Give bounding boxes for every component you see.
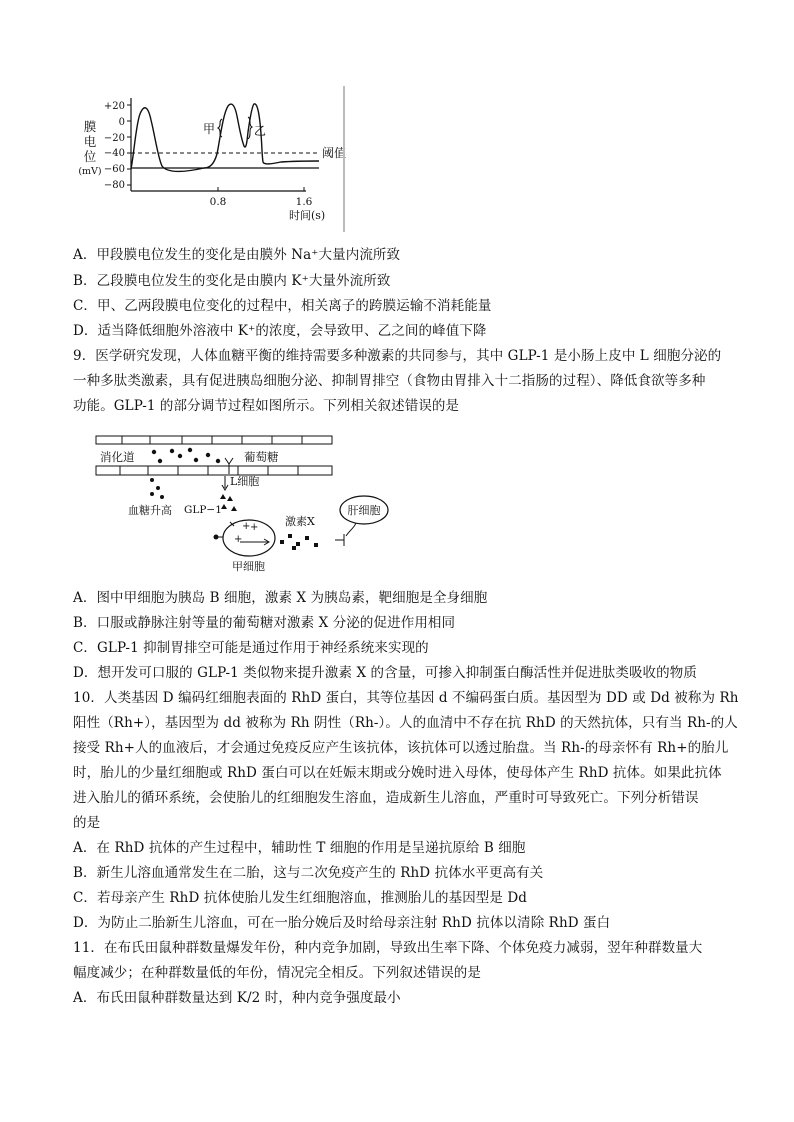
label-glp1: GLP−1 [184, 504, 222, 516]
membrane-potential-graph [76, 84, 356, 234]
y-axis-label-char: 膜 [83, 119, 97, 134]
label-hormone-x: 激素X [285, 515, 315, 528]
q10-option: A．在 RhD 抗体的产生过程中，辅助性 T 细胞的作用是呈递抗原给 B 细胞 [73, 840, 526, 856]
q9-option: B．口服或静脉注射等量的葡萄糖对激素 X 分泌的促进作用相同 [73, 615, 456, 631]
q9-option: A．图中甲细胞为胰岛 B 细胞，激素 X 为胰岛素，靶细胞是全身细胞 [73, 590, 488, 606]
q9-stem-line: 一种多肽类激素，具有促进胰岛细胞分泌、抑制胃排空（食物由胃排入十二指肠的过程）、降低食欲等多种 [73, 373, 706, 389]
glp1-molecules [220, 494, 237, 511]
hormone-x-molecules [280, 534, 318, 550]
q10-stem-line: 进入胎儿的循环系统，会使胎儿的红细胞发生溶血，造成新生儿溶血，严重时可导致死亡。下列分析错误 [73, 790, 699, 806]
q10-option: D．为防止二胎新生儿溶血，可在一胎分娩后及时给母亲注射 RhD 抗体以清除 RhD 蛋白 [73, 915, 611, 931]
label-jia: 甲 [203, 122, 216, 136]
glucose-molecules [152, 448, 220, 463]
svg-text:+: + [242, 521, 251, 532]
label-liver-cell: 肝细胞 [347, 504, 381, 517]
svg-text:+: + [250, 522, 259, 533]
label-blood-glucose-up: 血糖升高 [128, 504, 172, 517]
q9-stem-line: 功能。GLP-1 的部分调节过程如图所示。下列相关叙述错误的是 [73, 398, 460, 414]
q10-stem-line: 的是 [73, 815, 101, 831]
y-tick-label: −40 [103, 148, 125, 159]
label-glucose: 葡萄糖 [244, 450, 279, 464]
y-axis-label-char: 位 [83, 149, 97, 164]
q8-option-d: D．适当降低细胞外溶液中 K⁺的浓度，会导致甲、乙之间的峰值下降 [73, 323, 487, 339]
y-tick-label: −20 [103, 133, 125, 144]
q9-option: C．GLP-1 抑制胃排空可能是通过作用于神经系统来实现的 [73, 640, 429, 656]
q8-option-c: C．甲、乙两段膜电位变化的过程中，相关离子的跨膜运输不消耗能量 [73, 298, 492, 314]
y-axis-label-unit: (mV) [78, 166, 102, 177]
q11-stem-line: 11．在布氏田鼠种群数量爆发年份，种内竞争加剧，导致出生率下降、个体免疫力减弱，翌年种群数量大 [73, 940, 703, 956]
q10-stem-line: 接受 Rh+人的血液后，才会通过免疫反应产生该抗体，该抗体可以透过胎盘。当 Rh-的母亲怀有 Rh+的胎儿 [73, 740, 729, 756]
x-tick-label: 0.8 [209, 196, 227, 208]
q10-stem-line: 阳性（Rh+），基因型为 dd 被称为 Rh 阴性（Rh-）。人的血清中不存在抗 RhD 的天然抗体，只有当 Rh-的人 [73, 715, 738, 731]
q10-stem-line: 10．人类基因 D 编码红细胞表面的 RhD 蛋白，其等位基因 d 不编码蛋白质。基因型为 DD 或 Dd 被称为 Rh [73, 690, 739, 706]
q8-option-b: B．乙段膜电位发生的变化是由膜内 K⁺大量外流所致 [73, 273, 391, 289]
x-axis-label: 时间(s) [289, 209, 326, 222]
glp1-regulation-diagram [92, 430, 392, 580]
q11-option: A．布氏田鼠种群数量达到 K/2 时，种内竞争强度最小 [73, 990, 401, 1006]
y-tick-label: −60 [103, 164, 125, 175]
label-yi: 乙 [254, 124, 267, 138]
label-l-cell: L细胞 [230, 475, 260, 488]
y-tick-label: +20 [103, 101, 125, 112]
y-axis-label-char: 电 [83, 134, 97, 149]
q9-option: D．想开发可口服的 GLP-1 类似物来提升激素 X 的含量，可掺入抑制蛋白酶活性并促进肽类吸收的物质 [73, 665, 697, 681]
x-tick-label: 1.6 [295, 196, 313, 208]
q10-option: B．新生儿溶血通常发生在二胎，这与二次免疫产生的 RhD 抗体水平更高有关 [73, 865, 544, 881]
q9-stem-line: 9．医学研究发现，人体血糖平衡的维持需要多种激素的共同参与，其中 GLP-1 是小肠上皮中 L 细胞分泌的 [73, 348, 722, 364]
y-tick-label: −80 [103, 180, 125, 191]
q8-option-a: A．甲段膜电位发生的变化是由膜外 Na⁺大量内流所致 [73, 247, 401, 263]
y-ticks [127, 105, 131, 185]
y-tick-label: 0 [118, 117, 125, 128]
svg-text:+: + [234, 534, 243, 545]
q10-stem-line: 时，胎儿的少量红细胞或 RhD 蛋白可以在妊娠末期或分娩时进入母体，使母体产生 RhD 抗体。如果此抗体 [73, 765, 722, 781]
label-threshold: 阈值 [322, 146, 347, 160]
membrane-potential-curve [131, 104, 319, 172]
label-cell-jia: 甲细胞 [232, 560, 265, 573]
q11-stem-line: 幅度减少；在种群数量低的年份，情况完全相反。下列叙述错误的是 [73, 965, 481, 981]
q10-option: C．若母亲产生 RhD 抗体使胎儿发生红细胞溶血，推测胎儿的基因型是 Dd [73, 890, 528, 906]
label-digestive-tract: 消化道 [100, 450, 135, 464]
